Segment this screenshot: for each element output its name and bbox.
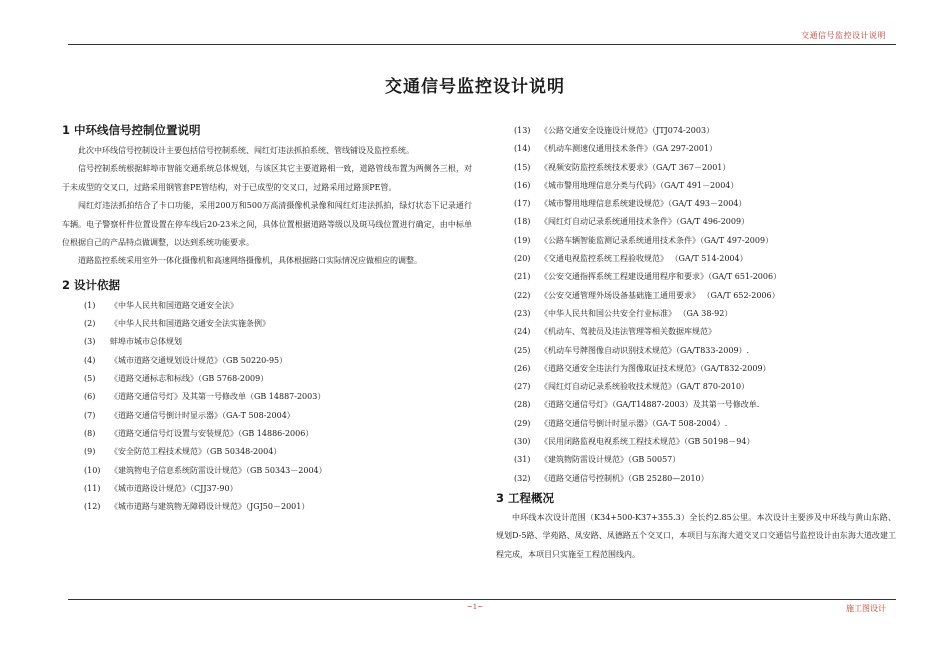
reference-text: 《道路交通信号控制机》（GB 25280—2010） bbox=[540, 473, 709, 483]
reference-number: (26) bbox=[514, 363, 531, 373]
reference-text: 《民用闭路监视电视系统工程技术规范》（GB 50198－94） bbox=[540, 437, 755, 447]
reference-text: 《机动车测速仪通用技术条件》（GA 297-2001） bbox=[540, 144, 718, 154]
reference-text: 《公路车辆智能监测记录系统通用技术条件》（GA/T 497-2009） bbox=[540, 235, 774, 245]
reference-item bbox=[496, 250, 896, 268]
page-number: ~1~ bbox=[466, 603, 484, 611]
reference-number: (28) bbox=[514, 400, 531, 410]
reference-number: (32) bbox=[514, 473, 531, 483]
reference-number: (6) bbox=[84, 392, 96, 402]
reference-text: 《道路交通信号倒计时显示器》（GA-T 508-2004）. bbox=[540, 418, 728, 428]
reference-number: (18) bbox=[514, 217, 531, 227]
section-3-heading: 3 工程概况 bbox=[496, 490, 555, 505]
reference-text: 《城市道路设计规范》（CJJ37-90） bbox=[110, 483, 238, 493]
reference-number: (1) bbox=[84, 300, 96, 310]
footer-rule bbox=[68, 599, 896, 600]
section-3-paragraph: 中环线本次设计范围（K34+500-K37+355.3）全长约2.85公里。本次设计主要涉及中环线与黄山东路、规划D-5路、学苑路、凤安路、凤德路五个交叉口，本项目与东海大道交叉口交通信号监控设计由东海大道改建工程完成，本项目只实施至工程范围线内。 bbox=[496, 512, 896, 559]
reference-text: 《城市道路交通规划设计规范》（GB 50220-95） bbox=[110, 355, 288, 365]
header-rule bbox=[68, 44, 896, 45]
reference-item bbox=[496, 470, 896, 488]
reference-list-right bbox=[496, 122, 896, 488]
reference-item bbox=[496, 378, 896, 396]
reference-item bbox=[496, 232, 896, 250]
reference-item bbox=[62, 297, 472, 315]
reference-item bbox=[62, 352, 472, 370]
reference-item bbox=[496, 195, 896, 213]
reference-number: (25) bbox=[514, 345, 531, 355]
document-title: 交通信号监控设计说明 bbox=[385, 77, 565, 97]
reference-number: (10) bbox=[84, 465, 101, 475]
reference-text: 《城市道路与建筑物无障碍设计规范》（JGJ50－2001） bbox=[110, 502, 310, 512]
reference-number: (24) bbox=[514, 327, 531, 337]
reference-number: (16) bbox=[514, 180, 531, 190]
reference-text: 《视频安防监控系统技术要求》（GA/T 367－2001） bbox=[540, 162, 731, 172]
reference-number: (15) bbox=[514, 162, 531, 172]
reference-text: 《闯红灯自动记录系统通用技术条件》（GA/T 496-2009） bbox=[540, 217, 750, 227]
reference-item bbox=[496, 287, 896, 305]
reference-item bbox=[496, 396, 896, 414]
reference-text: 《公路交通安全设施设计规范》（JTJ074-2003） bbox=[540, 126, 715, 135]
reference-number: (5) bbox=[84, 374, 96, 384]
reference-number: (21) bbox=[514, 272, 531, 282]
reference-number: (23) bbox=[514, 308, 531, 318]
reference-item bbox=[62, 407, 472, 425]
section-1-paragraph: 信号控制系统根据蚌埠市智能交通系统总体规划，与该区其它主要道路相一致，道路管线布置为两侧各三根，对于未成型的交叉口，过路采用钢管套PE管结构，对于已成型的交叉口，过路采用过路顶PE管。 bbox=[62, 164, 472, 192]
reference-item bbox=[496, 122, 896, 140]
reference-number: (20) bbox=[514, 254, 531, 264]
reference-text: 《道路交通信号灯》及其第一号修改单（GB 14887-2003） bbox=[110, 392, 326, 402]
reference-text: 《建筑物电子信息系统防雷设计规范》（GB 50343－2004） bbox=[110, 465, 327, 475]
reference-item bbox=[62, 498, 472, 516]
section-1-paragraph: 道路监控系统采用室外一体化摄像机和高速网络摄像机，具体根据路口实际情况应做相应的调整。 bbox=[78, 256, 422, 266]
reference-text: 《机动车号牌图像自动识别技术规范》（GA/T833-2009）. bbox=[540, 345, 750, 355]
reference-item bbox=[62, 315, 472, 333]
reference-item bbox=[62, 462, 472, 480]
reference-text: 《建筑物防雷设计规范》（GB 50057） bbox=[540, 455, 681, 465]
reference-number: (3) bbox=[84, 337, 96, 347]
reference-item bbox=[496, 177, 896, 195]
reference-item bbox=[496, 140, 896, 158]
reference-item bbox=[62, 388, 472, 406]
reference-text: 《城市警用地理信息分类与代码》（GA/T 491－2004） bbox=[540, 180, 739, 190]
reference-item bbox=[496, 323, 896, 341]
reference-item bbox=[496, 451, 896, 469]
reference-number: (30) bbox=[514, 437, 531, 447]
reference-number: (22) bbox=[514, 290, 531, 300]
reference-item bbox=[496, 213, 896, 231]
reference-text: 《道路交通信号灯》（GA/T14887-2003）及其第一号修改单. bbox=[540, 400, 760, 410]
reference-number: (27) bbox=[514, 382, 531, 392]
reference-item bbox=[496, 433, 896, 451]
reference-list-left bbox=[62, 297, 472, 517]
reference-item bbox=[496, 268, 896, 286]
section-2-heading: 2 设计依据 bbox=[62, 277, 121, 292]
reference-text: 《公安交通管理外场设备基础施工通用要求》 （GA/T 652-2006） bbox=[540, 290, 780, 300]
reference-text: 《交通电视监控系统工程验收规范》 （GA/T 514-2004） bbox=[540, 254, 748, 264]
reference-text: 《城市警用地理信息系统建设规范》（GA/T 493－2004） bbox=[540, 199, 747, 209]
reference-number: (2) bbox=[84, 319, 96, 329]
reference-item bbox=[62, 370, 472, 388]
reference-item bbox=[62, 443, 472, 461]
reference-text: 《道路交通信号倒计时显示器》（GA-T 508-2004） bbox=[110, 410, 295, 420]
reference-text: 《安全防范工程技术规范》（GB 50348-2004） bbox=[110, 447, 282, 457]
reference-text: 《公安交通指挥系统工程建设通用程序和要求》（GA/T 651-2006） bbox=[540, 272, 782, 282]
reference-item bbox=[496, 159, 896, 177]
reference-item bbox=[62, 333, 472, 351]
reference-text: 《中华人民共和国道路交通安全法》 bbox=[110, 300, 238, 310]
section-1-paragraph: 此次中环线信号控制设计主要包括信号控制系统、闯红灯违法抓拍系统、管线铺设及监控系统。 bbox=[78, 146, 414, 155]
reference-text: 《闯红灯自动记录系统验收技术规范》（GA/T 870-2010） bbox=[540, 382, 750, 392]
footer-label: 施工图设计 bbox=[846, 604, 886, 613]
reference-number: (29) bbox=[514, 418, 531, 428]
reference-number: (17) bbox=[514, 199, 531, 209]
reference-text: 《道路交通安全违法行为图像取证技术规范》（GA/T832-2009） bbox=[540, 363, 771, 373]
reference-number: (19) bbox=[514, 235, 531, 245]
section-1-paragraph: 闯红灯违法抓拍结合了卡口功能，采用200万和500万高清摄像机录像和闯红灯违法抓拍，绿灯状态下记录通行车辆。电子警察杆件位置设置在停车线后20-23米之间，具体位置根据道路等级以及斑马线位置进行确定，由中标单位根据自己的产品特点做调整，以达到系统功能要求。 bbox=[62, 201, 472, 248]
header-label: 交通信号监控设计说明 bbox=[801, 31, 886, 40]
section-1-heading: 1 中环线信号控制位置说明 bbox=[62, 123, 201, 137]
reference-number: (13) bbox=[514, 126, 531, 135]
reference-item bbox=[496, 305, 896, 323]
left-column bbox=[62, 122, 472, 516]
reference-text: 《中华人民共和国道路交通安全法实施条例》 bbox=[110, 319, 270, 329]
reference-number: (31) bbox=[514, 455, 531, 465]
reference-number: (12) bbox=[84, 502, 101, 512]
reference-number: (14) bbox=[514, 144, 531, 154]
right-column bbox=[496, 122, 896, 564]
reference-number: (4) bbox=[84, 355, 96, 365]
reference-text: 《道路交通信号灯设置与安装规范》（GB 14886-2006） bbox=[110, 428, 314, 438]
reference-item bbox=[496, 360, 896, 378]
reference-item bbox=[496, 415, 896, 433]
reference-number: (9) bbox=[84, 447, 96, 457]
reference-text: 《机动车、驾驶员及违法管理等相关数据库规范》 bbox=[540, 327, 716, 337]
reference-number: (8) bbox=[84, 428, 96, 438]
reference-text: 《中华人民共和国公共安全行业标准》 （GA 38-92） bbox=[540, 308, 733, 318]
reference-item bbox=[496, 342, 896, 360]
reference-text: 蚌埠市城市总体规划 bbox=[110, 337, 182, 347]
reference-number: (11) bbox=[84, 483, 101, 493]
reference-text: 《道路交通标志和标线》（GB 5768-2009） bbox=[110, 374, 269, 384]
reference-number: (7) bbox=[84, 410, 96, 420]
reference-item bbox=[62, 480, 472, 498]
reference-item bbox=[62, 425, 472, 443]
